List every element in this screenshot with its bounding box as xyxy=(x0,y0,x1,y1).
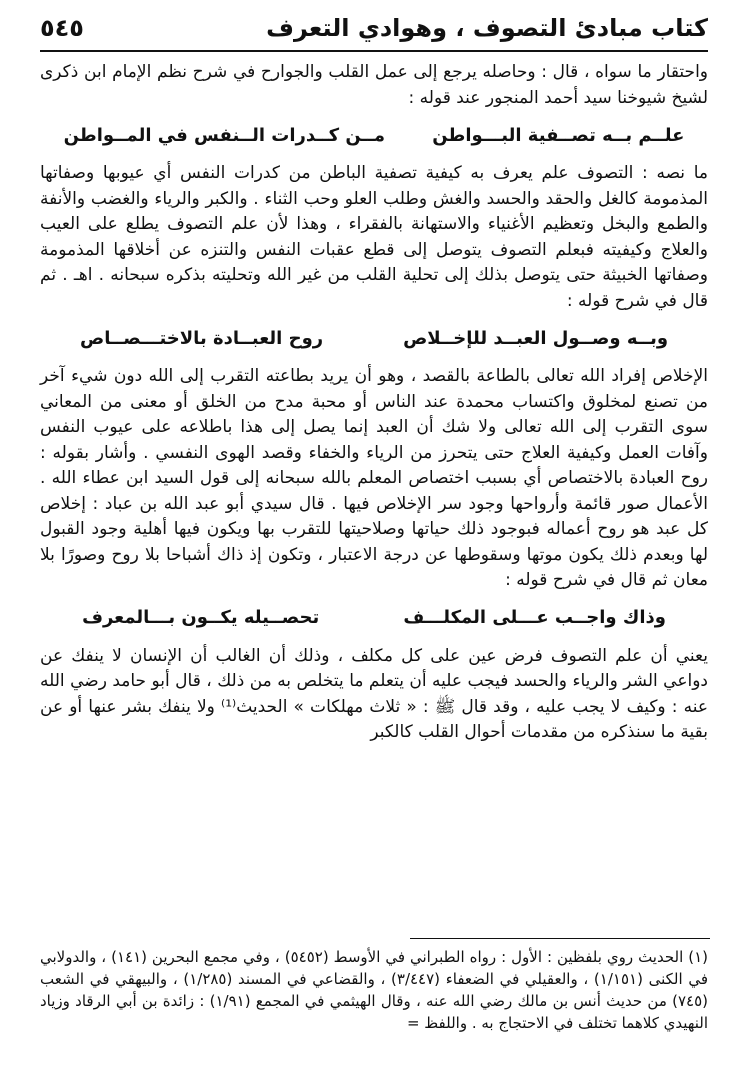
running-title: كتاب مبادئ التصوف ، وهوادي التعرف xyxy=(266,14,708,42)
page-number: ٥٤٥ xyxy=(40,14,84,42)
book-page xyxy=(40,14,708,746)
verse-2-first-hemistich: وبــه وصــول العبــد للإخــلاص xyxy=(403,327,669,349)
verse-1 xyxy=(40,121,708,149)
verse-3-first-hemistich: وذاك واجــب عـــلى المكلـــف xyxy=(403,607,666,628)
paragraph-obligation: يعني أن علم التصوف فرض عين على كل مكلف ، وذلك أن الغالب أن الإنسان لا ينفك عن دواعي الشر والرياء والحسد فيجب عليه أن يتعلم ما يتخلص به من ذلك ، قال أبو حامد رضي الله عنه : وكيف لا يجب عليه ، وقد قال ﷺ : « ثلاث مهلكات » الحديث⁽¹⁾ ولا ينفك بشر عنها أو عن بقية ما سنذكره من مقدمات أحوال القلب كالكبر xyxy=(40,645,708,742)
verse-2-second-hemistich: روح العبــادة بالاختـــصــاص xyxy=(79,327,324,349)
verse-1-first-hemistich: علــم بــه تصــفية البـــواطن xyxy=(432,124,685,146)
paragraph-ikhlas: الإخلاص إفراد الله تعالى بالطاعة بالقصد ، وهو أن يريد بطاعته التقرب إلى الله دون شيء آخر من تصنع لمخلوق واكتساب محمدة عند الناس أو محبة مدح من الخلق أو معنى من المعاني سوى التقرب إلى الله تعالى ولا شك أن العبد إنما يصل إلى هذا باطلاعه على عيوب النفس وآفات العمل وكيفية العلاج حتى يتحرز من الرياء والخفاء وقصد الهوى النفسي . وأشار بقوله : روح العبادة بالاختصاص أي بسبب اختصاص المعلم بالله سبحانه إلى قول السيد ابن عطاء الله . الأعمال صور قائمة وأرواحها وجود سر الإخلاص فيها . قال سيدي أبو عبد الله بن عباد : إخلاص كل عبد هو روح أعماله فبوجود ذلك حياتها وصلاحيتها للتقرب بها ويكون فيها أهلية وجود القبول لها وبعدم ذلك يكون موتها وسقوطها عن درجة الاعتبار ، وتكون إذ ذاك أشباحا بلا روح وصورًا بلا معان ثم قال في شرح قوله : xyxy=(40,366,708,590)
footnotes xyxy=(40,946,708,1034)
paragraph-definition: ما نصه : التصوف علم يعرف به كيفية تصفية الباطن من كدرات النفس أي عيوبها وصفاتها المذمومة كالغل والحقد والحسد والغش وطلب العلو وحب الثناء . والكبر والرياء والغضب والأنفة والطمع والبخل وتعظيم الأغنياء والاستهانة بالفقراء ، وهذا لأن علم التصوف يطلع على العيب والعلاج وكيفيته فبعلم التصوف يتوصل إلى قطع عقبات النفس والتنزه عن أخلاقها المذمومة وصفاتها الخبيثة حتى يتوصل بذلك إلى تحلية القلب من غير الله وتحليته بذكره سبحانه . اهـ . ثم قال في شرح قوله : xyxy=(40,163,708,311)
paragraph-intro: واحتقار ما سواه ، قال : وحاصله يرجع إلى عمل القلب والجوارح في شرح نظم الإمام ابن ذكرى لشيخ شيوخنا سيد أحمد المنجور عند قوله : xyxy=(40,62,708,108)
verse-1-second-hemistich: مــن كــدرات الــنفس في المــواطن xyxy=(63,124,385,146)
page-header xyxy=(40,14,708,52)
verse-3-second-hemistich: تحصــيله يكــون بـــالمعرف xyxy=(82,607,320,628)
verse-3 xyxy=(40,604,708,632)
footnote-1: (١) الحديث روي بلفظين : الأول : رواه الطبراني في الأوسط (٥٤٥٢) ، وفي مجمع البحرين (١٤١) ، والدولابي في الكنى (١/١٥١) ، والعقيلي في الضعفاء (٣/٤٤٧) ، والقضاعي في المسند (١/٢٨٥) ، والبيهقي في الشعب (٧٤٥) من حديث أنس بن مالك رضي الله عنه ، وقال الهيثمي في المجمع (١/٩١) : زائدة بن أبي الرقاد وزياد النهيدي كلاهما تختلف في الاحتجاج به . واللفظ = xyxy=(40,948,709,1032)
footnote-separator xyxy=(410,938,710,939)
verse-2 xyxy=(40,324,708,352)
